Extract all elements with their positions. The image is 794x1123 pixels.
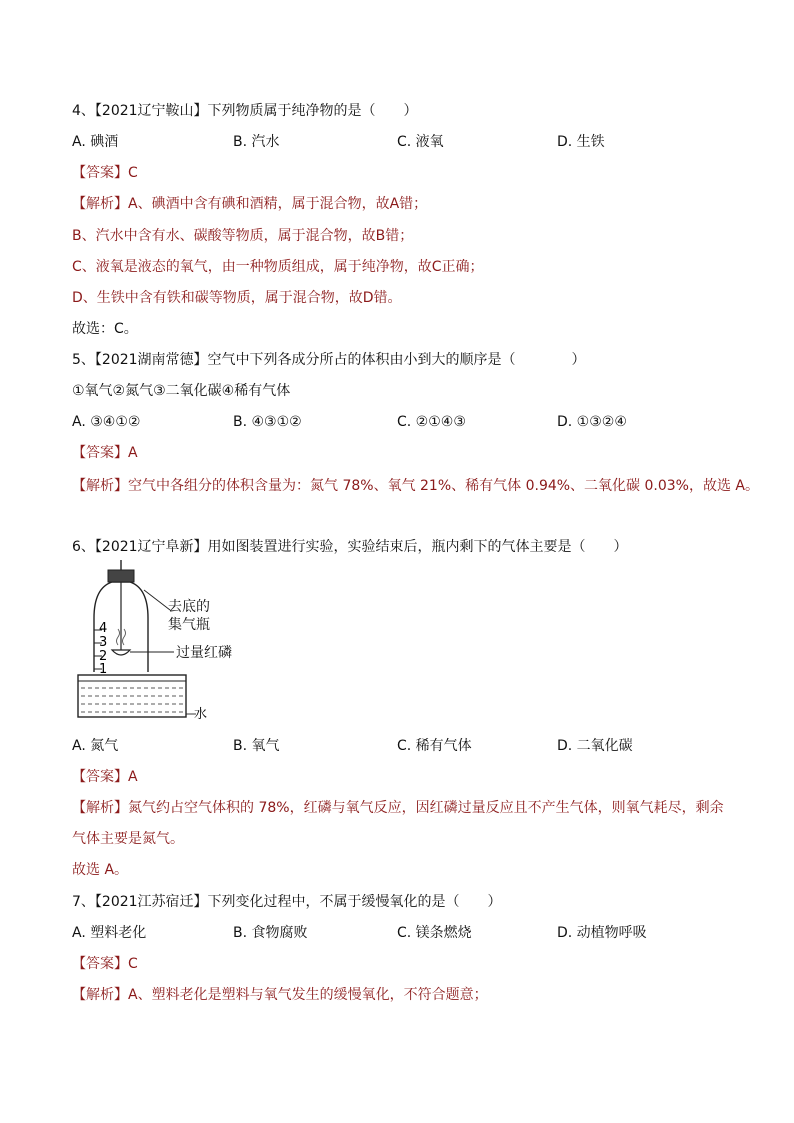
q4-analysis-line-1	[72, 194, 427, 214]
label-water: 水	[194, 707, 208, 722]
analysis-text: A、碘酒中含有碘和酒精，属于混合物，故A错；	[128, 196, 428, 212]
answer-value: C	[128, 165, 138, 181]
q5-analysis	[72, 476, 759, 496]
water-surface	[81, 688, 184, 712]
q4-analysis-line-3: C、液氧是液态的氧气，由一种物质组成，属于纯净物，故C正确；	[72, 259, 484, 275]
q4-analysis-line-4: D、生铁中含有铁和碳等物质，属于混合物，故D错。	[72, 290, 402, 306]
q7-option-b: B. 食物腐败	[233, 925, 308, 941]
q7-option-a: A. 塑料老化	[72, 925, 147, 941]
q4-option-a: A. 碘酒	[72, 134, 119, 150]
q6-option-c: C. 稀有气体	[397, 738, 472, 754]
q4-choose: 故选：C。	[72, 321, 138, 337]
q5-sub: ①氧气②氮气③二氧化碳④稀有气体	[72, 383, 291, 399]
q7-analysis	[72, 985, 488, 1005]
q5-option-d: D. ①③②④	[557, 414, 627, 430]
q6-analysis-line-2: 气体主要是氮气。	[72, 831, 184, 847]
answer-value: C	[128, 956, 138, 972]
q4-option-b: B. 汽水	[233, 134, 280, 150]
analysis-tag: 【解析】	[72, 800, 128, 816]
q6-option-d: D. 二氧化碳	[557, 738, 633, 754]
q5-stem: 5、【2021湖南常德】空气中下列各成分所占的体积由小到大的顺序是（ ）	[72, 352, 586, 368]
q5-option-b: B. ④③①②	[233, 414, 302, 430]
analysis-text: 空气中各组分的体积含量为：氮气 78%、氧气 21%、稀有气体 0.94%、二氧化碳 0.03%，故选 A。	[128, 478, 760, 494]
q6-answer	[72, 767, 138, 787]
q7-option-c: C. 镁条燃烧	[397, 925, 472, 941]
smoke	[117, 629, 120, 645]
label-bottle-2: 集气瓶	[168, 617, 210, 633]
scale-4: 4	[99, 621, 108, 636]
q4-analysis-line-2: B、汽水中含有水、碳酸等物质，属于混合物，故B错；	[72, 228, 414, 244]
answer-tag: 【答案】	[72, 769, 128, 785]
q5-option-a: A. ③④①②	[72, 414, 141, 430]
answer-value: A	[128, 769, 138, 785]
scale-3: 3	[99, 635, 108, 650]
analysis-tag: 【解析】	[72, 478, 128, 494]
answer-tag: 【答案】	[72, 165, 128, 181]
analysis-text: A、塑料老化是塑料与氧气发生的缓慢氧化，不符合题意；	[128, 987, 488, 1003]
scale-2: 2	[99, 649, 108, 664]
scale-1: 1	[99, 662, 108, 677]
q4-answer	[72, 163, 138, 183]
combustion-spoon	[112, 650, 130, 655]
q6-choose: 故选 A。	[72, 862, 129, 878]
label-phosphorus: 过量红磷	[176, 645, 232, 661]
q7-option-d: D. 动植物呼吸	[557, 925, 647, 941]
analysis-text: 氮气约占空气体积的 78%，红磷与氧气反应，因红磷过量反应且不产生气体，则氧气耗尽，剩余	[128, 800, 724, 816]
answer-tag: 【答案】	[72, 956, 128, 972]
analysis-tag: 【解析】	[72, 987, 128, 1003]
analysis-tag: 【解析】	[72, 196, 128, 212]
q6-option-b: B. 氧气	[233, 738, 280, 754]
q7-answer	[72, 954, 138, 974]
q6-stem: 6、【2021辽宁阜新】用如图装置进行实验，实验结束后，瓶内剩下的气体主要是（ ）	[72, 539, 628, 555]
q5-option-c: C. ②①④③	[397, 414, 466, 430]
q5-answer	[72, 443, 138, 463]
q4-option-c: C. 液氧	[397, 134, 444, 150]
answer-value: A	[128, 445, 138, 461]
q4-stem: 4、【2021辽宁鞍山】下列物质属于纯净物的是（ ）	[72, 103, 418, 119]
q4-option-d: D. 生铁	[557, 134, 605, 150]
label-bottle-1: 去底的	[168, 599, 210, 615]
q7-stem: 7、【2021江苏宿迁】下列变化过程中，不属于缓慢氧化的是（ ）	[72, 894, 502, 910]
answer-tag: 【答案】	[72, 445, 128, 461]
q6-option-a: A. 氮气	[72, 738, 119, 754]
stopper	[108, 570, 134, 582]
q6-analysis-line-1	[72, 798, 724, 818]
